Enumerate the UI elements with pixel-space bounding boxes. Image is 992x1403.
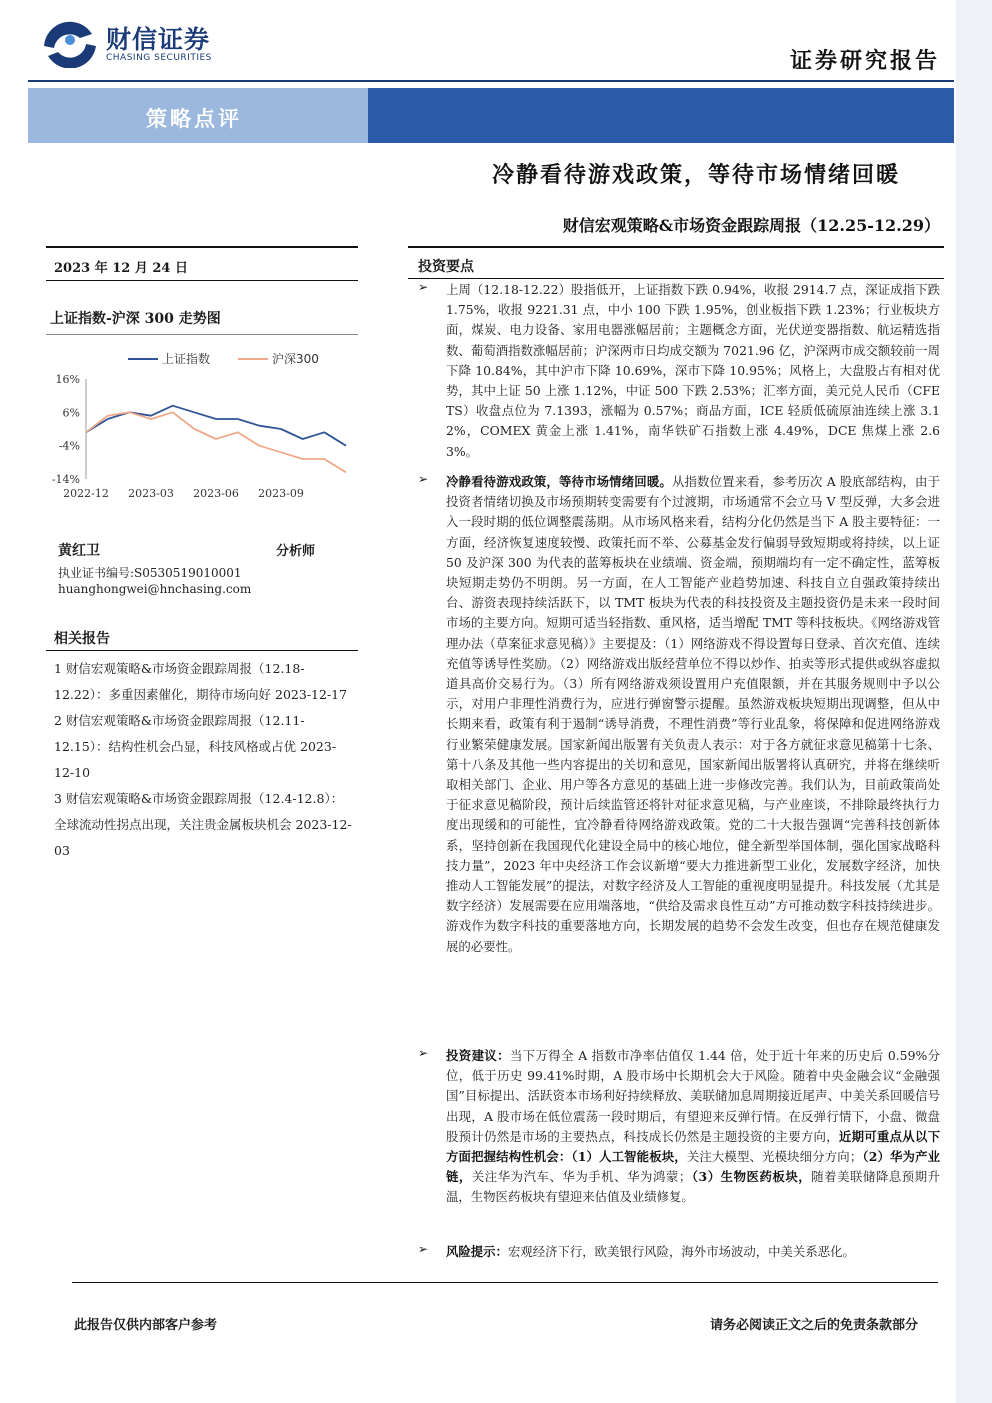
risk-warning-paragraph [446,1242,940,1262]
market-review-text: 上周（12.18-12.22）股指低开，上证指数下跌 0.94%，收报 2914.7 点，深证成指下跌 1.75%，收报 9221.31 点，中小 100 下跌 1.95%，创业板指下跌 1.23%；行业板块方面，煤炭、电力设备、家用电器涨幅居前；主题概念方面，光伏逆变器指数、航运精选指数、葡萄酒指数涨幅居前；沪深两市日均成交额为 7021.96 亿，沪深两市成交额较前一周下降 10.84%，其中沪市下降 10.69%，深市下降 10.95%；风格上，大盘股占有相对优势，其中上证 50 上涨 1.12%，中证 500 下跌 2.53%；汇率方面，美元兑人民币（CFETS）收盘点位为 7.1393，涨幅为 0.57%；商品方面，ICE 轻质低硫原油连续上涨 3.12%，COMEX 黄金上涨 1.41%，南华铁矿石指数上涨 4.49%，DCE 焦煤上涨 2.63%。 [446,282,940,459]
logo-mark-icon [40,16,100,68]
highlights-top-rule [408,246,944,248]
game-policy-lead: 冷静看待游戏政策，等待市场情绪回暖。 [446,474,672,489]
report-title: 冷静看待游戏政策，等待市场情绪回暖 [491,162,900,188]
investment-advice-paragraph [446,1046,940,1208]
highlights-title: 投资要点 [418,259,474,275]
arrow-bullet-icon: ➢ [418,280,429,294]
investment-advice-text-2: 关注大模型、光模块细分方向； [686,1149,863,1165]
investment-advice-lead: 投资建议： [446,1048,510,1063]
related-reports-list [54,656,354,864]
y-tick-label: 6% [62,406,80,420]
legend-label: 沪深300 [272,352,319,366]
banner-left-block [28,88,368,143]
investment-advice-bold-2: （2）华为产业链， [446,1149,941,1185]
related-reports-title: 相关报告 [54,631,110,647]
banner-right-block [368,88,954,143]
highlights-bottom-rule [408,278,944,279]
report-type: 证券研究报告 [789,48,940,74]
investment-advice-text-4: 随着美联储降息预期升温，生物医药板块有望迎来估值及业绩修复。 [446,1169,941,1205]
footer-disclaimer-left: 此报告仅供内部客户参考 [74,1318,218,1333]
related-report-item[interactable]: 1 财信宏观策略&市场资金跟踪周报（12.18-12.22）：多重因素催化，期待市场向好 2023-12-17 [54,661,348,702]
header-rule [28,80,954,82]
category-banner [28,88,954,143]
report-date: 2023 年 12 月 24 日 [54,261,188,276]
chart-title: 上证指数-沪深 300 走势图 [50,311,221,327]
report-subtitle: 财信宏观策略&市场资金跟踪周报（12.25-12.29） [562,216,940,235]
investment-advice-bold-3: （3）生物医药板块， [691,1169,812,1185]
arrow-bullet-icon: ➢ [418,1242,429,1256]
risk-warning-lead: 风险提示： [446,1244,508,1259]
analyst-role: 分析师 [276,544,316,559]
analyst-name: 黄红卫 [58,543,100,559]
arrow-bullet-icon: ➢ [418,1046,429,1060]
investment-advice-bold: 近期可重点从以下方面把握结构性机会：（1）人工智能板块， [446,1128,941,1165]
logo-cn-text: 财信证券 [106,25,211,54]
y-tick-label: -4% [58,439,80,453]
date-bottom-rule [46,280,358,281]
y-tick-label: -14% [51,473,80,486]
game-policy-paragraph [446,472,940,957]
footer-rule [72,1282,938,1283]
analyst-email[interactable]: huanghongwei@hnchasing.com [58,582,252,596]
date-top-rule [46,246,358,248]
related-reports-rule [46,650,358,651]
index-chart [46,334,358,514]
index-chart-svg [46,335,358,515]
related-report-item[interactable]: 2 财信宏观策略&市场资金跟踪周报（12.11-12.15）：结构性机会凸显，科技风格或占优 2023-12-10 [54,713,337,780]
x-tick-label: 2023-06 [193,487,239,500]
banner-label: 策略点评 [146,106,242,131]
investment-advice-text: 当下万得全 A 指数市净率估值仅 1.44 倍，处于近十年来的历史后 0.59%分位，低于历史 99.41%时期，A 股市场中长期机会大于风险。随着中央金融会议“金融强国”目标提出、活跃资本市场利好持续释放、美联储加息周期接近尾声、中美关系回暖信号出现，A 股市场在低位震荡一段时期后，有望迎来反弹行情。在反弹行情下，小盘、微盘股预计仍然是市场的主要热点，科技成长仍然是主题投资的主要方向， [446,1048,941,1144]
investment-advice-text-3: 关注华为汽车、华为手机、华为鸿蒙； [471,1169,692,1185]
series-line-hs300 [86,412,346,472]
footer-disclaimer-right[interactable]: 请务必阅读正文之后的免责条款部分 [709,1318,918,1333]
analyst-license-id: 执业证书编号:S0530519010001 [58,566,242,580]
game-policy-text: 从指数位置来看，参考历次 A 股底部结构，由于投资者情绪切换及市场预期转变需要有个过渡期，市场通常不会立马 V 型反弹，大多会进入一段时期的低位调整震荡期。从市场风格来看，结构分化仍然是当下 A 股主要特征：一方面，经济恢复速度较慢、政策托而不举、公募基金发行偏弱导致短期或将持续，以上证 50 及沪深 300 为代表的蓝筹板块在业绩端、资金端，预期端均有一定不确定性，蓝筹板块短期走势仍不明朗。另一方面，在人工智能产业趋势加速、科技自立自强政策持续出台、游资表现持续活跃下，以 TMT 板块为代表的科技投资及主题投资仍是未来一段时间市场的主要方向。短期可适当轻指数、重风格，适当增配 TMT 等科技板块。《网络游戏管理办法（草案征求意见稿）》主要提及：（1）网络游戏不得设置每日登录、首次充值、连续充值等诱导性奖励。（2）网络游戏出版经营单位不得以炒作、拍卖等形式提供或纵容虚拟道具高价交易行为。（3）所有网络游戏须设置用户充值限额，并在其服务规则中予以公示，对用户非理性消费行为，应进行弹窗警示提醒。虽然游戏板块短期出现调整，但从中长期来看，政策有利于遏制“诱导消费，不理性消费”等行业乱象，将保障和促进网络游戏行业繁荣健康发展。国家新闻出版署有关负责人表示：对于各方就征求意见稿第十七条、第十八条及其他一些内容提出的关切和意见，国家新闻出版署将认真研究，并将在继续听取相关部门、企业、用户等各方意见的基础上进一步修改完善。我们认为，目前政策尚处于征求意见稿阶段，预计后续监管还将针对征求意见稿，与产业座谈，不排除最终执行力度出现缓和的可能性，宜冷静看待网络游戏政策。党的二十大报告强调“完善科技创新体系，坚持创新在我国现代化建设全局中的核心地位，健全新型举国体制，强化国家战略科技力量”，2023 年中央经济工作会议新增“要大力推进新型工业化，发展数字经济，加快推动人工智能发展”的提法，对数字经济及人工智能的重视度明显提升。科技发展（尤其是数字经济）发展需要在应用端落地，“供给及需求良性互动”方可推动数字科技持续进步。游戏作为数字科技的重要落地方向，长期发展的趋势不会发生改变，但也存在规范健康发展的必要性。 [446,474,940,954]
company-logo [40,16,230,68]
y-tick-label: 16% [55,373,80,386]
x-tick-label: 2023-09 [258,487,304,500]
logo-en-text: CHASING SECURITIES [106,53,212,63]
arrow-bullet-icon: ➢ [418,472,429,486]
risk-warning-text: 宏观经济下行，欧美银行风险，海外市场波动，中美关系恶化。 [507,1244,855,1259]
page-edge-strip [956,0,992,1403]
related-report-item[interactable]: 3 财信宏观策略&市场资金跟踪周报（12.4-12.8）：全球流动性拐点出现，关注贵金属板块机会 2023-12-03 [54,791,352,858]
x-tick-label: 2022-12 [63,487,109,500]
legend-label: 上证指数 [162,352,211,366]
x-tick-label: 2023-03 [128,487,174,500]
